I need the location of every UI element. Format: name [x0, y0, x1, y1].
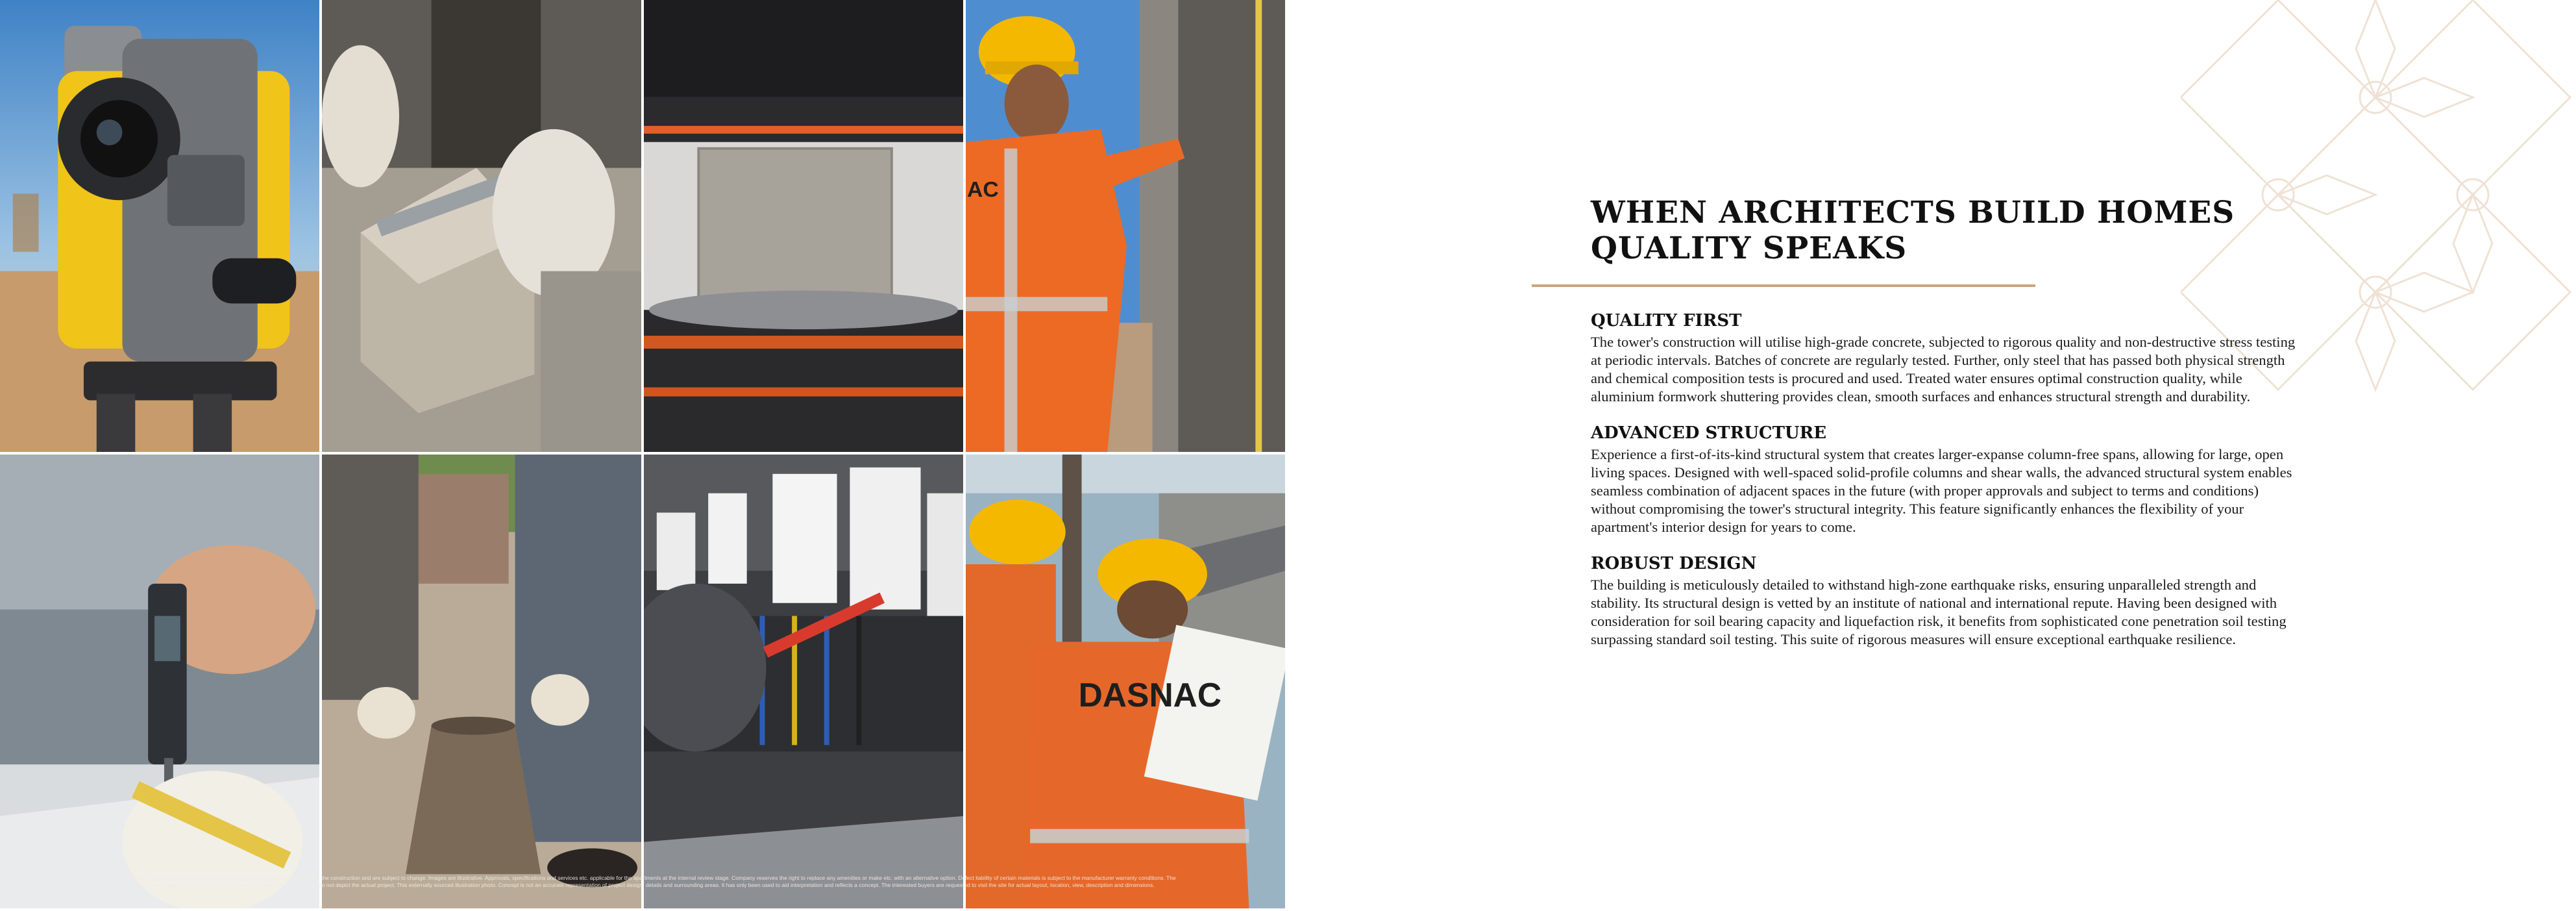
section-body: Experience a first-of-its-kind structural system that creates larger-expanse column-free spans, allowing for large, open living spaces. Designed with well-spaced solid-profile columns and shear walls, the advanced structural system enables seamless combination of adjacent spaces in the future (with proper approvals and subject to terms and conditions) without compromising the tower's structural integrity. This feature significantly enhances the flexibility of your apartment's interior design for years to come. [1591, 446, 2292, 535]
page-title-line-1: WHEN ARCHITECTS BUILD HOMES [1591, 195, 2235, 231]
section-body: The tower's construction will utilise high-grade concrete, subjected to rigorous quality and non-destructive stress testing at periodic intervals. Batches of concrete are regularly tested. Further, only steel that has passed both physical strength and chemical composition tests is procured and used. Treated water ensures optimal construction quality, while aluminium formwork shuttering provides clean, smooth surfaces and enhances structural strength and durability. [1591, 334, 2296, 405]
title-underline-divider [1532, 284, 2035, 287]
photo-worker-wall-measure [966, 0, 1288, 455]
photo-compression-test [644, 0, 966, 455]
photo-slump-test [322, 455, 644, 911]
jacket-logo: DASNAC [1078, 675, 1222, 714]
section-heading: ROBUST DESIGN [1591, 554, 1757, 573]
photo-digital-caliper [0, 455, 322, 911]
section-body: The building is meticulously detailed to withstand high-zone earthquake risks, ensuring unparalleled strength and stability. Its structural design is vetted by an institute of national and international repute. Having been designed with consideration for soil bearing capacity and liquefaction risk, it benefits from sophisticated cone penetration soil testing surpassing standard soil testing. This suite of rigorous measures will ensure exceptional earthquake resilience. [1591, 577, 2287, 647]
image-disclaimer: The features, specifications and services etc. as stated in this page are indicative of the construction and are subject to change. Images are illustrative. Approvals, specifications and services etc. applicable for the apartments at the internal review stage. Company reserves the right to replace any amenities or make etc. with an alternative option. Defect liability of certain materials is subject to the manufacturer warranty conditions. The contractor images are intended to set the tone for construction quality and do not depict the actual project. This externally sourced illustration photo. Concept is not an accurate representation of project design, details and surrounding areas. It has only been used to aid interpretation and reflects a concept. The interested buyers are requested to visit the site for actual layout, location, view, description and dimensions. [116, 874, 1176, 888]
page-title [1591, 195, 2305, 266]
section-robust-design [1591, 553, 2305, 649]
section-heading: ADVANCED STRUCTURE [1591, 423, 1827, 443]
photo-electrical-panel [644, 455, 966, 911]
photo-concrete-cube-measure [322, 0, 644, 455]
page-title-line-2: QUALITY SPEAKS [1591, 231, 1907, 266]
jacket-logo-partial: AC [966, 177, 999, 203]
photo-engineers-plans [966, 455, 1288, 911]
photo-theodolite [0, 0, 322, 455]
section-heading: QUALITY FIRST [1591, 311, 1742, 331]
section-advanced-structure [1591, 423, 2305, 536]
section-quality-first [1591, 310, 2305, 406]
feature-sections [1591, 310, 2305, 666]
